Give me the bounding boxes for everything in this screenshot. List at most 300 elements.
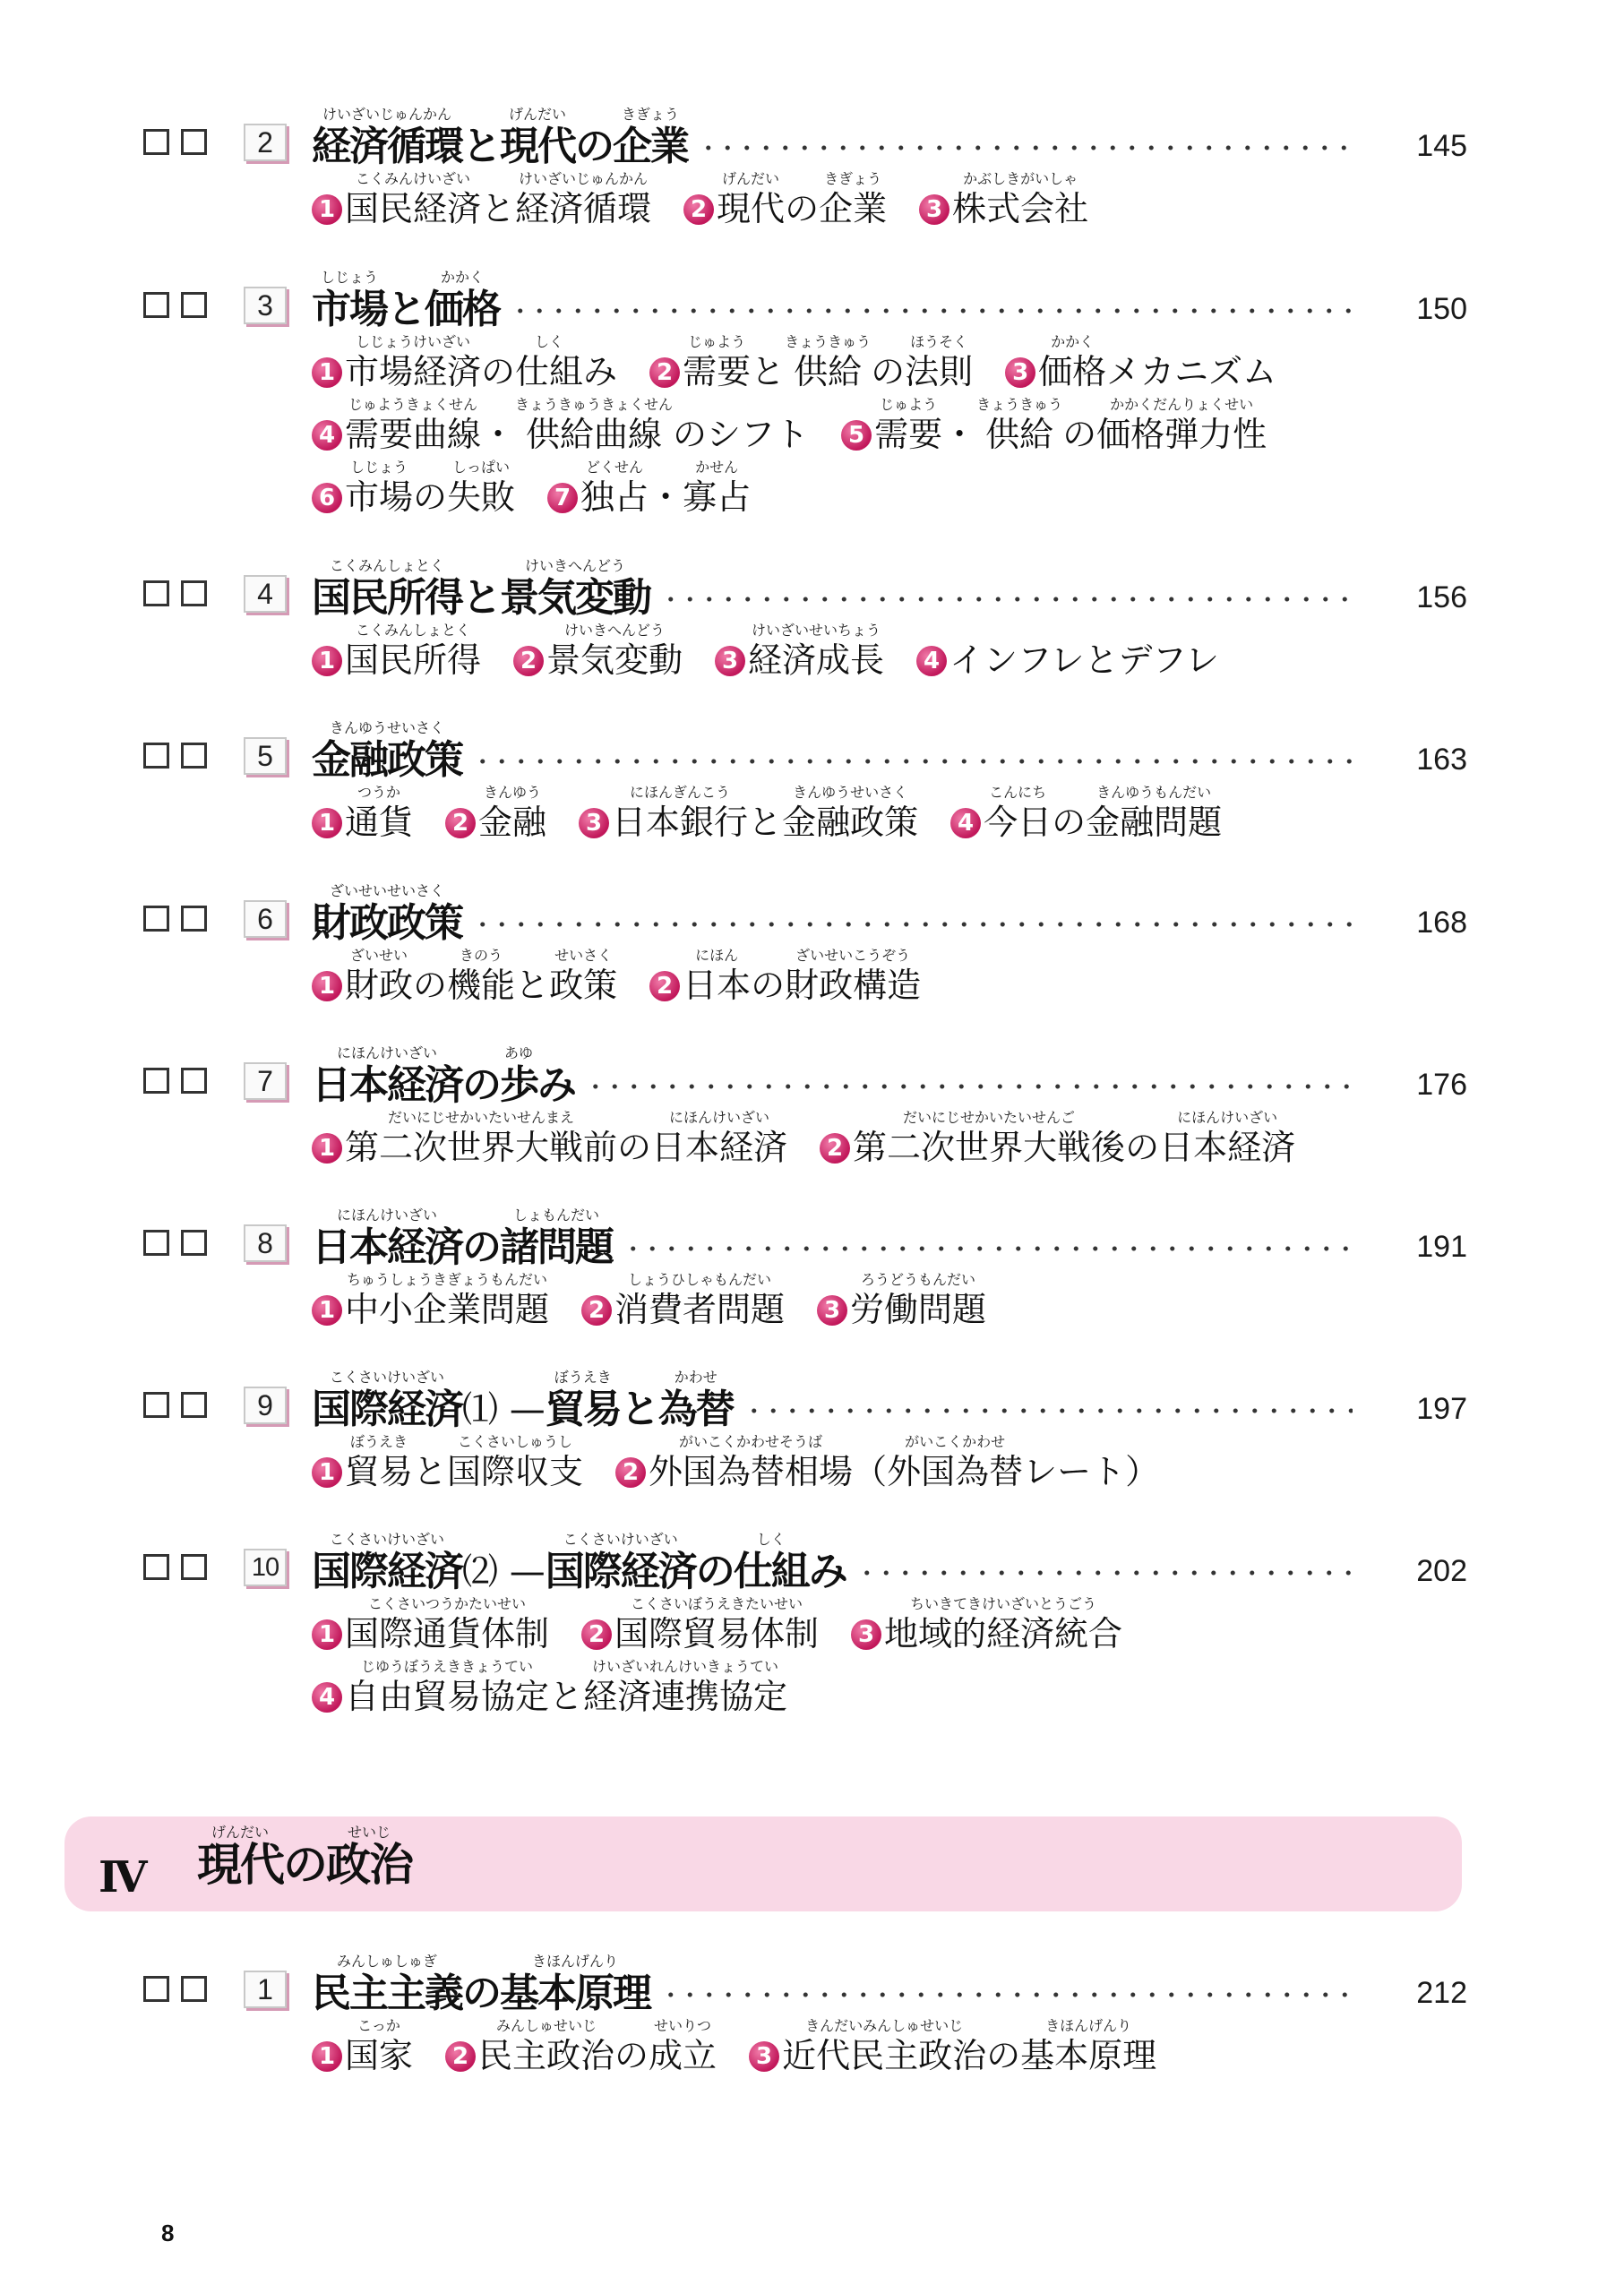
number-bullet-icon: 2 <box>513 646 544 676</box>
chapter-number: 9 <box>244 1387 287 1424</box>
review-checkbox[interactable] <box>181 129 207 155</box>
subtopic-item[interactable] <box>817 1271 986 1330</box>
ruby-base: 日本経済 <box>312 1062 462 1108</box>
number-bullet-icon: 2 <box>445 2041 476 2072</box>
review-checkbox[interactable] <box>181 580 207 606</box>
ruby-segment <box>413 459 447 518</box>
ruby-base: 日本経済 <box>651 1128 788 1167</box>
section-title-part: せいじ 政治 <box>326 1824 412 1891</box>
ruby-reading: きんゆうもんだい <box>1096 784 1212 801</box>
ruby-reading: こくさいぼうえきたいせい <box>631 1595 803 1612</box>
chapter-number: 4 <box>244 575 287 613</box>
ruby-base: 日本銀行 <box>612 803 749 842</box>
chapter-number: 10 <box>244 1549 287 1586</box>
ruby-segment <box>312 882 462 947</box>
ruby-segment <box>1023 1433 1159 1492</box>
subtopic-item[interactable] <box>312 333 617 392</box>
number-bullet-icon: 1 <box>312 357 342 388</box>
ruby-base: と <box>462 124 500 169</box>
ruby-reading: がいこくかわせ <box>905 1433 1006 1450</box>
number-bullet-icon: 1 <box>312 194 342 225</box>
ruby-base: 市場 <box>345 477 414 517</box>
number-bullet-icon: 1 <box>312 1457 342 1488</box>
ruby-base: 市場経済 <box>345 352 482 391</box>
number-bullet-icon: 1 <box>312 2041 342 2072</box>
ruby-base: 国民所得 <box>345 640 482 680</box>
ruby-reading: きほんげんり <box>531 1953 618 1970</box>
page-reference[interactable]: 212 <box>1416 1976 1467 2010</box>
ruby-reading: げんだい <box>508 106 566 123</box>
ruby-base: インフレとデフレ <box>949 640 1220 680</box>
ruby-segment <box>515 947 549 1006</box>
review-checkbox[interactable] <box>181 743 207 769</box>
subtopic-item[interactable] <box>547 459 751 518</box>
ruby-segment <box>583 333 617 392</box>
ruby-segment <box>546 622 683 681</box>
subtopic-item[interactable] <box>513 622 683 681</box>
ruby-reading: かかく <box>1051 333 1095 350</box>
ruby-segment <box>345 1433 413 1492</box>
number-bullet-icon: 3 <box>817 1295 847 1326</box>
title-part-label: ⑴ — <box>462 1389 546 1430</box>
ruby-reading: にほんけいざい <box>669 1109 770 1126</box>
subtopic-line <box>312 1595 1155 1654</box>
ruby-segment <box>583 1658 787 1717</box>
ruby-base: み <box>808 1549 846 1594</box>
ruby-reading: じゆうぼうえききょうてい <box>361 1658 534 1675</box>
page-reference[interactable]: 156 <box>1416 580 1467 614</box>
ruby-base: 自由貿易協定 <box>345 1677 550 1716</box>
ruby-reading: かかく <box>440 269 484 286</box>
ruby-base: と <box>751 352 786 391</box>
ruby-segment <box>387 269 425 333</box>
ruby-base: 国家 <box>345 2036 414 2075</box>
ruby-reading: こくさいつうかたいせい <box>368 1595 527 1612</box>
ruby-segment <box>614 2017 649 2076</box>
ruby-segment <box>312 106 462 170</box>
chapter-title[interactable] <box>312 106 688 170</box>
subtopic-line <box>312 1658 820 1717</box>
page-reference[interactable]: 168 <box>1416 906 1467 940</box>
page-number: 8 <box>161 2220 175 2246</box>
chapter-title[interactable] <box>312 882 462 947</box>
subtopic-item[interactable] <box>919 170 1088 229</box>
ruby-segment <box>345 459 413 518</box>
ruby-reading: どくせん <box>586 459 644 476</box>
leader-dots <box>857 1570 1353 1576</box>
ruby-reading: みんしゅしゅぎ <box>336 1953 437 1970</box>
leader-dots <box>473 759 1353 764</box>
ruby-segment <box>613 106 688 170</box>
ruby-segment <box>871 333 905 392</box>
ruby-reading: しじょうけいざい <box>356 333 471 350</box>
ruby-reading: きほんげんり <box>1045 2017 1132 2034</box>
number-bullet-icon: 2 <box>649 971 680 1001</box>
subtopic-line <box>312 459 783 518</box>
ruby-segment <box>312 719 462 784</box>
subtopic-item[interactable] <box>851 1595 1122 1654</box>
subtopic-item[interactable] <box>820 1109 1295 1168</box>
chapter-title[interactable] <box>312 1369 734 1433</box>
ruby-base: 国民所得 <box>312 575 462 621</box>
ruby-base: 機能 <box>447 966 516 1005</box>
chapter-title[interactable] <box>312 1207 613 1271</box>
ruby-reading: かせん <box>695 459 739 476</box>
ruby-segment <box>617 1109 651 1168</box>
ruby-base: 経済連携協定 <box>583 1677 788 1716</box>
page-reference[interactable]: 150 <box>1416 292 1467 326</box>
subtopic-line <box>312 1109 1328 1168</box>
chapter-title[interactable] <box>312 1531 846 1595</box>
subtopic-line <box>312 170 1121 229</box>
ruby-base: 民主政治 <box>478 2036 615 2075</box>
ruby-segment <box>500 106 575 170</box>
ruby-segment <box>312 1207 462 1271</box>
ruby-base: の <box>1062 415 1097 454</box>
ruby-segment <box>782 784 918 843</box>
ruby-reading: こくさいしゅうし <box>458 1433 573 1450</box>
subtopic-item[interactable] <box>445 2017 717 2076</box>
subtopic-item[interactable] <box>581 1271 785 1330</box>
ruby-base: 成立 <box>649 2036 717 2075</box>
ruby-base: の <box>462 1224 500 1270</box>
ruby-base: 日本経済 <box>1159 1128 1296 1167</box>
review-checkbox[interactable] <box>143 580 169 606</box>
review-checkbox[interactable] <box>143 1554 169 1580</box>
ruby-reading: がいこくかわせそうば <box>679 1433 823 1450</box>
number-bullet-icon: 3 <box>1005 357 1035 388</box>
ruby-segment <box>345 396 481 455</box>
review-checkbox[interactable] <box>181 1230 207 1256</box>
ruby-segment <box>785 333 871 392</box>
ruby-base: 財政 <box>345 966 414 1005</box>
ruby-segment <box>413 1433 447 1492</box>
ruby-reading: きぎょう <box>621 106 679 123</box>
subtopic-item[interactable] <box>312 170 651 229</box>
subtopic-line <box>312 947 953 1006</box>
ruby-base: 今日 <box>984 803 1053 842</box>
page-reference[interactable]: 176 <box>1416 1068 1467 1102</box>
ruby-base: み <box>583 352 618 391</box>
ruby-segment <box>1125 1109 1159 1168</box>
review-checkbox[interactable] <box>181 1554 207 1580</box>
ruby-base: 民主主義 <box>312 1971 462 2016</box>
page-reference[interactable]: 197 <box>1416 1392 1467 1426</box>
ruby-segment <box>1096 396 1267 455</box>
subtopic-item[interactable] <box>715 622 884 681</box>
ruby-base: の <box>871 352 906 391</box>
subtopic-item[interactable] <box>579 784 918 843</box>
leader-dots <box>744 1408 1353 1413</box>
ruby-segment <box>942 396 976 455</box>
chapter-title[interactable] <box>312 719 462 784</box>
number-bullet-icon: 2 <box>581 1295 612 1326</box>
ruby-base: （ <box>853 1452 888 1491</box>
chapter-title[interactable] <box>312 557 650 622</box>
number-bullet-icon: 3 <box>851 1619 881 1650</box>
subtopic-item[interactable] <box>950 784 1222 843</box>
ruby-reading: じゅよう <box>688 333 746 350</box>
ruby-segment <box>949 622 1219 681</box>
ruby-base: 歩 <box>500 1062 537 1108</box>
ruby-segment <box>515 396 673 455</box>
subtopic-item[interactable] <box>312 1658 787 1717</box>
page-reference[interactable]: 202 <box>1416 1554 1467 1588</box>
ruby-reading: ろうどうもんだい <box>861 1271 976 1288</box>
subtopic-item[interactable] <box>312 784 413 843</box>
ruby-base: と <box>549 1677 584 1716</box>
ruby-base: の <box>1125 1128 1160 1167</box>
subtopic-item[interactable] <box>649 947 921 1006</box>
ruby-base: 財政政策 <box>312 900 462 946</box>
ruby-segment <box>651 1109 787 1168</box>
subtopic-item[interactable] <box>312 1595 549 1654</box>
ruby-segment <box>345 622 481 681</box>
leader-dots <box>661 597 1353 602</box>
ruby-base: 為替 <box>657 1387 734 1432</box>
ruby-segment <box>1106 333 1276 392</box>
ruby-base: の <box>1052 803 1087 842</box>
leader-dots <box>473 922 1353 927</box>
ruby-segment <box>413 947 447 1006</box>
ruby-base: と <box>462 575 500 621</box>
ruby-segment <box>345 1595 549 1654</box>
ruby-base: 企業 <box>613 124 688 169</box>
ruby-segment <box>312 1531 462 1595</box>
ruby-reading: こくみんしょとく <box>329 557 444 574</box>
subtopic-item[interactable] <box>445 784 546 843</box>
ruby-base: の <box>617 1128 652 1167</box>
ruby-base: 法則 <box>905 352 974 391</box>
ruby-reading: ぼうえき <box>350 1433 408 1450</box>
ruby-base: 金融問題 <box>1086 803 1223 842</box>
review-checkbox[interactable] <box>181 1392 207 1418</box>
number-bullet-icon: 3 <box>919 194 949 225</box>
ruby-base: 国際経済 <box>312 1387 462 1432</box>
review-checkbox[interactable] <box>143 1976 169 2002</box>
number-bullet-icon: 1 <box>312 646 342 676</box>
ruby-reading: けいきへんどう <box>524 557 625 574</box>
ruby-segment <box>683 333 751 392</box>
chapter-number: 7 <box>244 1062 287 1100</box>
ruby-base: の <box>614 2036 649 2075</box>
ruby-segment <box>481 396 515 455</box>
ruby-base: 国民経済 <box>345 189 482 228</box>
review-checkbox[interactable] <box>143 1230 169 1256</box>
ruby-segment <box>481 333 515 392</box>
ruby-base: 需要曲線 <box>345 415 482 454</box>
subtopic-item[interactable] <box>312 2017 413 2076</box>
subtopic-item[interactable] <box>581 1595 819 1654</box>
ruby-segment <box>345 1271 549 1330</box>
ruby-reading: しょもんだい <box>512 1207 599 1224</box>
ruby-base: の <box>751 966 786 1005</box>
ruby-segment <box>785 947 921 1006</box>
subtopic-item[interactable] <box>916 622 1219 681</box>
subtopic-item[interactable] <box>1005 333 1276 392</box>
ruby-reading: けいきへんどう <box>564 622 666 639</box>
ruby-segment <box>887 1433 1023 1492</box>
subtopic-item[interactable] <box>312 396 809 455</box>
chapter-title[interactable] <box>312 269 500 333</box>
review-checkbox[interactable] <box>143 906 169 932</box>
subtopic-item[interactable] <box>749 2017 1156 2076</box>
ruby-reading: きのう <box>460 947 503 964</box>
review-checkbox[interactable] <box>181 1976 207 2002</box>
ruby-base: 現代 <box>500 124 575 169</box>
ruby-reading: こくみんしょとく <box>356 622 471 639</box>
ruby-segment <box>345 170 481 229</box>
ruby-base: 供給曲線 <box>526 415 663 454</box>
subtopic-item[interactable] <box>615 1433 1159 1492</box>
ruby-base: と <box>413 1452 448 1491</box>
number-bullet-icon: 2 <box>581 1619 612 1650</box>
ruby-reading: ちいきてきけいざいとうごう <box>910 1595 1097 1612</box>
ruby-base: と <box>515 966 550 1005</box>
number-bullet-icon: 1 <box>312 971 342 1001</box>
ruby-reading: こっか <box>357 2017 400 2034</box>
number-bullet-icon: 3 <box>579 808 609 838</box>
subtopic-item[interactable] <box>312 1433 583 1492</box>
ruby-base: 経済循環 <box>312 124 462 169</box>
ruby-base: 寡占 <box>683 477 752 517</box>
ruby-segment <box>312 1953 462 2017</box>
number-bullet-icon: 6 <box>312 483 342 513</box>
review-checkbox[interactable] <box>181 292 207 318</box>
number-bullet-icon: 4 <box>950 808 981 838</box>
ruby-segment <box>751 947 785 1006</box>
subtopic-item[interactable] <box>649 333 973 392</box>
ruby-segment <box>500 1207 613 1271</box>
page-reference[interactable]: 191 <box>1416 1230 1467 1264</box>
ruby-base: の <box>462 1062 500 1108</box>
subtopic-item[interactable] <box>312 459 515 518</box>
ruby-reading: かかくだんりょくせい <box>1110 396 1254 413</box>
ruby-base: のシフト <box>673 415 810 454</box>
ruby-segment <box>549 947 617 1006</box>
ruby-base: 地域的経済統合 <box>884 1614 1123 1653</box>
ruby-reading: げんだい <box>722 170 780 187</box>
ruby-segment <box>537 1044 575 1109</box>
ruby-reading: きんゆうせいさく <box>329 719 444 736</box>
ruby-reading: せいりつ <box>654 2017 712 2034</box>
review-checkbox[interactable] <box>143 129 169 155</box>
ruby-base: 仕組 <box>515 352 584 391</box>
ruby-reading: こくさいけいざい <box>329 1369 444 1386</box>
ruby-segment <box>748 784 782 843</box>
ruby-reading: けいざいじゅんかん <box>322 106 451 123</box>
chapter-number: 1 <box>244 1971 287 2008</box>
ruby-reading: しょうひしゃもんだい <box>628 1271 772 1288</box>
ruby-base: 経済循環 <box>515 189 652 228</box>
ruby-base: 国際経済 <box>312 1549 462 1594</box>
ruby-segment <box>462 1369 546 1433</box>
ruby-segment <box>683 947 751 1006</box>
review-checkbox[interactable] <box>143 1068 169 1094</box>
ruby-base: 財政構造 <box>785 966 922 1005</box>
review-checkbox[interactable] <box>181 1068 207 1094</box>
ruby-base: 消費者問題 <box>614 1290 786 1329</box>
chapter-title[interactable] <box>312 1044 575 1109</box>
ruby-reading: ほうそく <box>910 333 968 350</box>
review-checkbox[interactable] <box>143 1392 169 1418</box>
ruby-segment <box>312 269 387 333</box>
review-checkbox[interactable] <box>143 292 169 318</box>
number-bullet-icon: 1 <box>312 1619 342 1650</box>
ruby-base: 外国為替 <box>887 1452 1024 1491</box>
ruby-reading: しく <box>535 333 564 350</box>
number-bullet-icon: 5 <box>841 420 872 451</box>
chapter-number: 6 <box>244 900 287 938</box>
ruby-segment <box>478 2017 614 2076</box>
ruby-segment <box>673 396 809 455</box>
ruby-segment <box>312 557 462 622</box>
subtopic-item[interactable] <box>312 947 617 1006</box>
ruby-base: 需要 <box>874 415 943 454</box>
ruby-reading: ちゅうしょうきぎょうもんだい <box>347 1271 548 1288</box>
ruby-base: 諸問題 <box>500 1224 613 1270</box>
ruby-segment <box>905 333 973 392</box>
ruby-reading: きぎょう <box>824 170 882 187</box>
ruby-segment <box>462 1531 546 1595</box>
ruby-base: の <box>413 477 448 517</box>
ruby-segment <box>345 1109 617 1168</box>
ruby-segment <box>580 459 649 518</box>
ruby-base: 独占 <box>580 477 649 517</box>
ruby-segment <box>425 269 500 333</box>
ruby-segment <box>312 1044 462 1109</box>
subtopic-item[interactable] <box>312 1109 787 1168</box>
ruby-base: と <box>620 1387 658 1432</box>
subtopic-line <box>312 333 1309 392</box>
leader-dots <box>586 1084 1353 1089</box>
ruby-segment <box>1052 784 1086 843</box>
ruby-segment <box>500 1044 537 1109</box>
ruby-segment <box>614 1595 819 1654</box>
ruby-segment <box>976 396 1062 455</box>
subtopic-item[interactable] <box>841 396 1267 455</box>
ruby-base: レート） <box>1023 1452 1160 1491</box>
ruby-base: 価格 <box>1038 352 1107 391</box>
ruby-reading: けいざいれんけいきょうてい <box>592 1658 779 1675</box>
ruby-reading: ざいせいせいさく <box>329 882 444 899</box>
title-part-label: ⑵ — <box>462 1551 546 1593</box>
ruby-base: 第二次世界大戦前 <box>345 1128 618 1167</box>
review-checkbox[interactable] <box>181 906 207 932</box>
ruby-segment <box>612 784 748 843</box>
ruby-segment <box>621 1369 658 1433</box>
number-bullet-icon: 3 <box>749 2041 779 2072</box>
chapter-title[interactable] <box>312 1953 650 2017</box>
ruby-segment <box>1020 2017 1156 2076</box>
ruby-base: 現代 <box>717 189 786 228</box>
page-reference[interactable]: 145 <box>1416 129 1467 163</box>
subtopic-item[interactable] <box>312 1271 549 1330</box>
subtopic-item[interactable] <box>683 170 887 229</box>
leader-dots <box>699 145 1353 150</box>
page-reference[interactable]: 163 <box>1416 743 1467 777</box>
review-checkbox[interactable] <box>143 743 169 769</box>
subtopic-line <box>312 784 1254 843</box>
ruby-base: 基本原理 <box>500 1971 650 2016</box>
chapter-number: 3 <box>244 287 287 324</box>
subtopic-item[interactable] <box>312 622 481 681</box>
number-bullet-icon: 3 <box>715 646 745 676</box>
ruby-reading: にほんけいざい <box>336 1207 437 1224</box>
ruby-base: 基本原理 <box>1020 2036 1157 2075</box>
ruby-base: 労働問題 <box>850 1290 987 1329</box>
ruby-base: ・ <box>649 477 683 517</box>
